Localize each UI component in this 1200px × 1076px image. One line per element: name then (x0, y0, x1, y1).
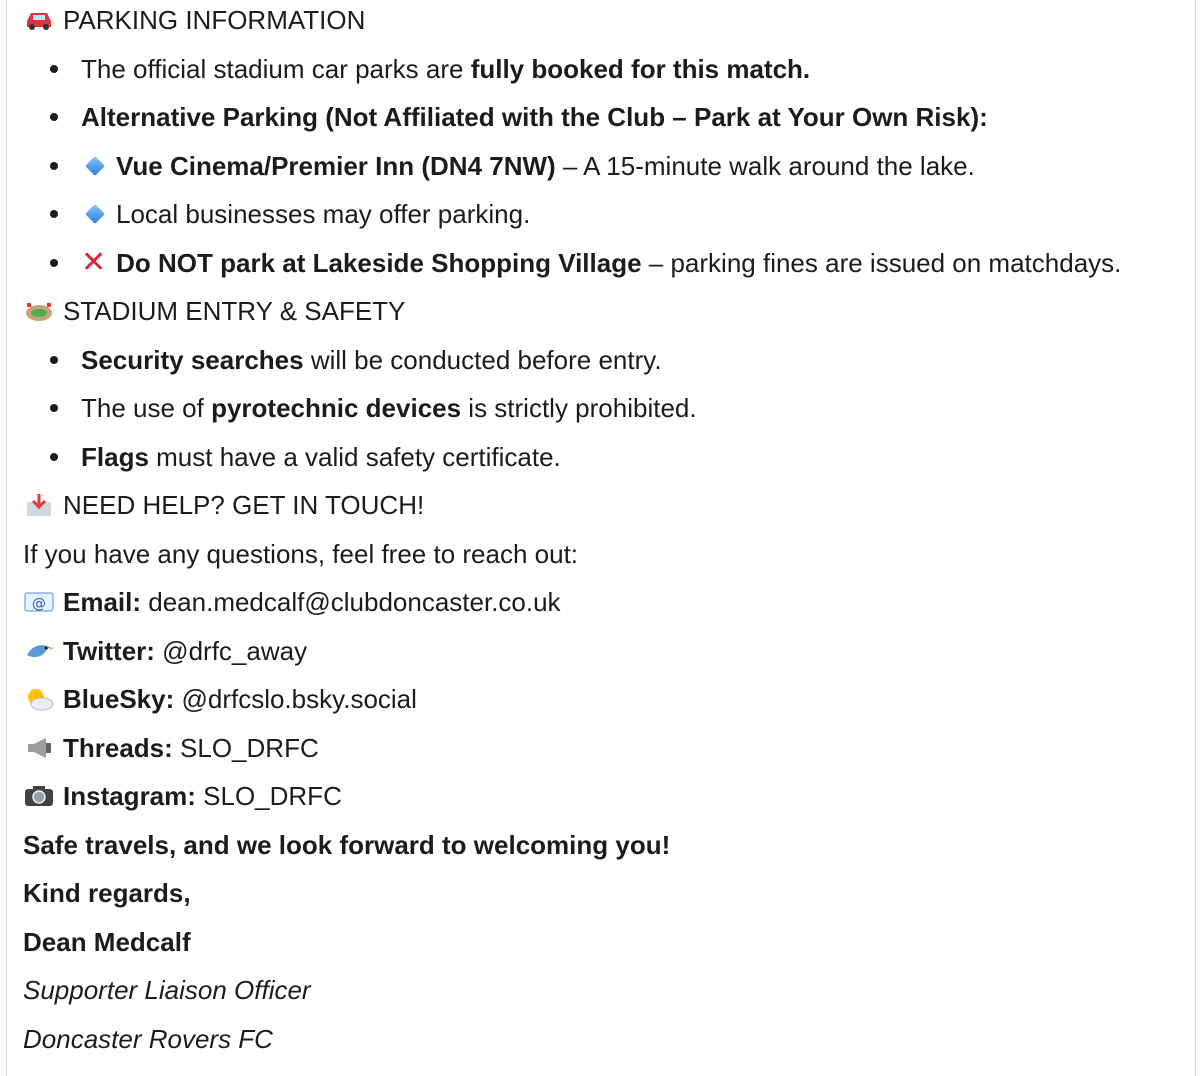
list-item: Security searches will be conducted before entry. (50, 342, 662, 378)
list-item: ✕ Do NOT park at Lakeside Shopping Village – parking fines are issued on matchdays. (50, 245, 1121, 281)
safety-heading-text: STADIUM ENTRY & SAFETY (63, 296, 406, 326)
bullet (50, 113, 58, 121)
safety-heading (23, 293, 405, 329)
signer-name: Dean Medcalf (23, 927, 191, 957)
bullet (50, 162, 58, 170)
parking-heading (23, 2, 365, 38)
frame-border-left (6, 0, 7, 1076)
list-item: The use of pyrotechnic devices is strictly prohibited. (50, 390, 697, 426)
bullet (50, 259, 58, 267)
megaphone-icon (23, 734, 55, 762)
contact-twitter: Twitter: @drfc_away (23, 633, 307, 669)
bullet (50, 356, 58, 364)
bullet (50, 210, 58, 218)
list-item: Flags must have a valid safety certificate. (50, 439, 561, 475)
car-icon (23, 6, 55, 34)
svg-text:@: @ (32, 596, 46, 612)
parking-heading-text: PARKING INFORMATION (63, 5, 366, 35)
bullet (50, 404, 58, 412)
email-icon (23, 588, 55, 616)
contact-email: @ Email: dean.medcalf@clubdoncaster.co.uk (23, 584, 561, 620)
closing-line: Safe travels, and we look forward to welcoming you! (23, 830, 671, 860)
camera-icon (23, 782, 55, 810)
help-heading (23, 487, 424, 523)
bird-icon (23, 637, 55, 665)
list-item: Vue Cinema/Premier Inn (DN4 7NW) – A 15-minute walk around the lake. (50, 148, 975, 184)
bullet (50, 453, 58, 461)
signer-title: Supporter Liaison Officer (23, 975, 311, 1005)
contact-threads: Threads: SLO_DRFC (23, 730, 319, 766)
list-item: Local businesses may offer parking. (50, 196, 530, 232)
help-intro: If you have any questions, feel free to reach out: (23, 539, 579, 569)
cross-mark-icon: ✕ (81, 245, 107, 280)
club-name: Doncaster Rovers FC (23, 1024, 273, 1054)
blue-diamond-icon (85, 156, 105, 176)
contact-instagram: Instagram: SLO_DRFC (23, 778, 342, 814)
inbox-tray-icon (23, 491, 55, 519)
list-item: Alternative Parking (Not Affiliated with the Club – Park at Your Own Risk): (50, 99, 988, 135)
list-item: The official stadium car parks are fully booked for this match. (50, 51, 810, 87)
contact-bluesky: BlueSky: @drfcslo.bsky.social (23, 681, 417, 717)
bullet (50, 65, 58, 73)
frame-border-right (1195, 0, 1196, 1076)
help-heading-text: NEED HELP? GET IN TOUCH! (63, 490, 425, 520)
stadium-icon (23, 297, 55, 325)
sun-cloud-icon (23, 685, 55, 713)
regards-line: Kind regards, (23, 878, 191, 908)
blue-diamond-icon (85, 204, 105, 224)
